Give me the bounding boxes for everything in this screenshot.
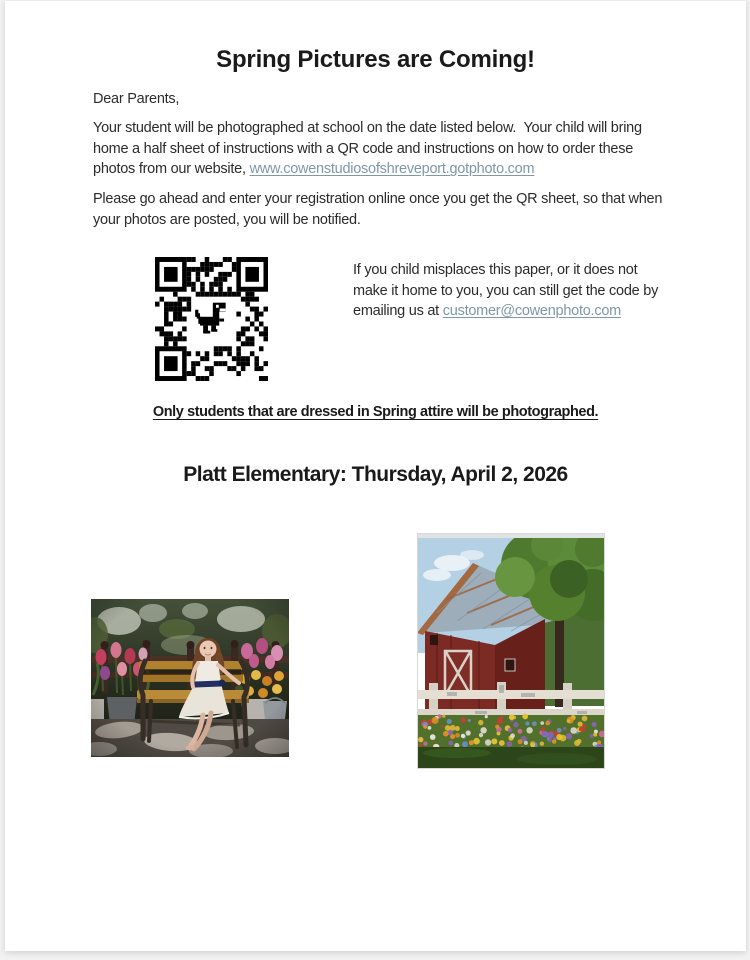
registration-line-1: Please go ahead and enter your registration online once you get the QR sheet, so that when — [93, 191, 663, 207]
qr-note-line-2: make it home to you, you can still get the code by — [353, 282, 659, 299]
qr-note-line-3 — [353, 303, 658, 324]
intro-line-1: Your student will be photographed at school on the date listed below. Your child will bring — [93, 120, 642, 136]
qr-note-paragraph — [353, 262, 658, 324]
salutation: Dear Parents, — [93, 91, 180, 107]
registration-paragraph — [93, 191, 662, 232]
registration-line-2: your photos are posted, you will be notified. — [93, 211, 361, 228]
qr-note-line-1: If you child misplaces this paper, or it does not — [353, 262, 638, 278]
qr-code — [155, 257, 268, 381]
attire-notice: Only students that are dressed in Spring attire will be photographed. — [152, 404, 599, 420]
intro-line-2: home a half sheet of instructions with a QR code and instructions on how to order these — [93, 140, 634, 157]
intro-paragraph — [93, 120, 642, 182]
qr-note-line-3-text: emailing us at — [353, 303, 443, 320]
intro-line-3 — [93, 161, 642, 182]
email-link[interactable]: customer@cowenphoto.com — [442, 303, 621, 320]
page-title: Spring Pictures are Coming! — [216, 46, 535, 73]
spring-portrait-photo — [91, 599, 289, 757]
website-link[interactable]: www.cowenstudiosofshreveport.gotphoto.com — [249, 161, 535, 178]
intro-line-3-text: photos from our website, — [93, 161, 250, 178]
event-heading: Platt Elementary: Thursday, April 2, 2026 — [183, 463, 568, 486]
document-page — [5, 0, 746, 951]
barn-backdrop-photo — [417, 533, 605, 769]
